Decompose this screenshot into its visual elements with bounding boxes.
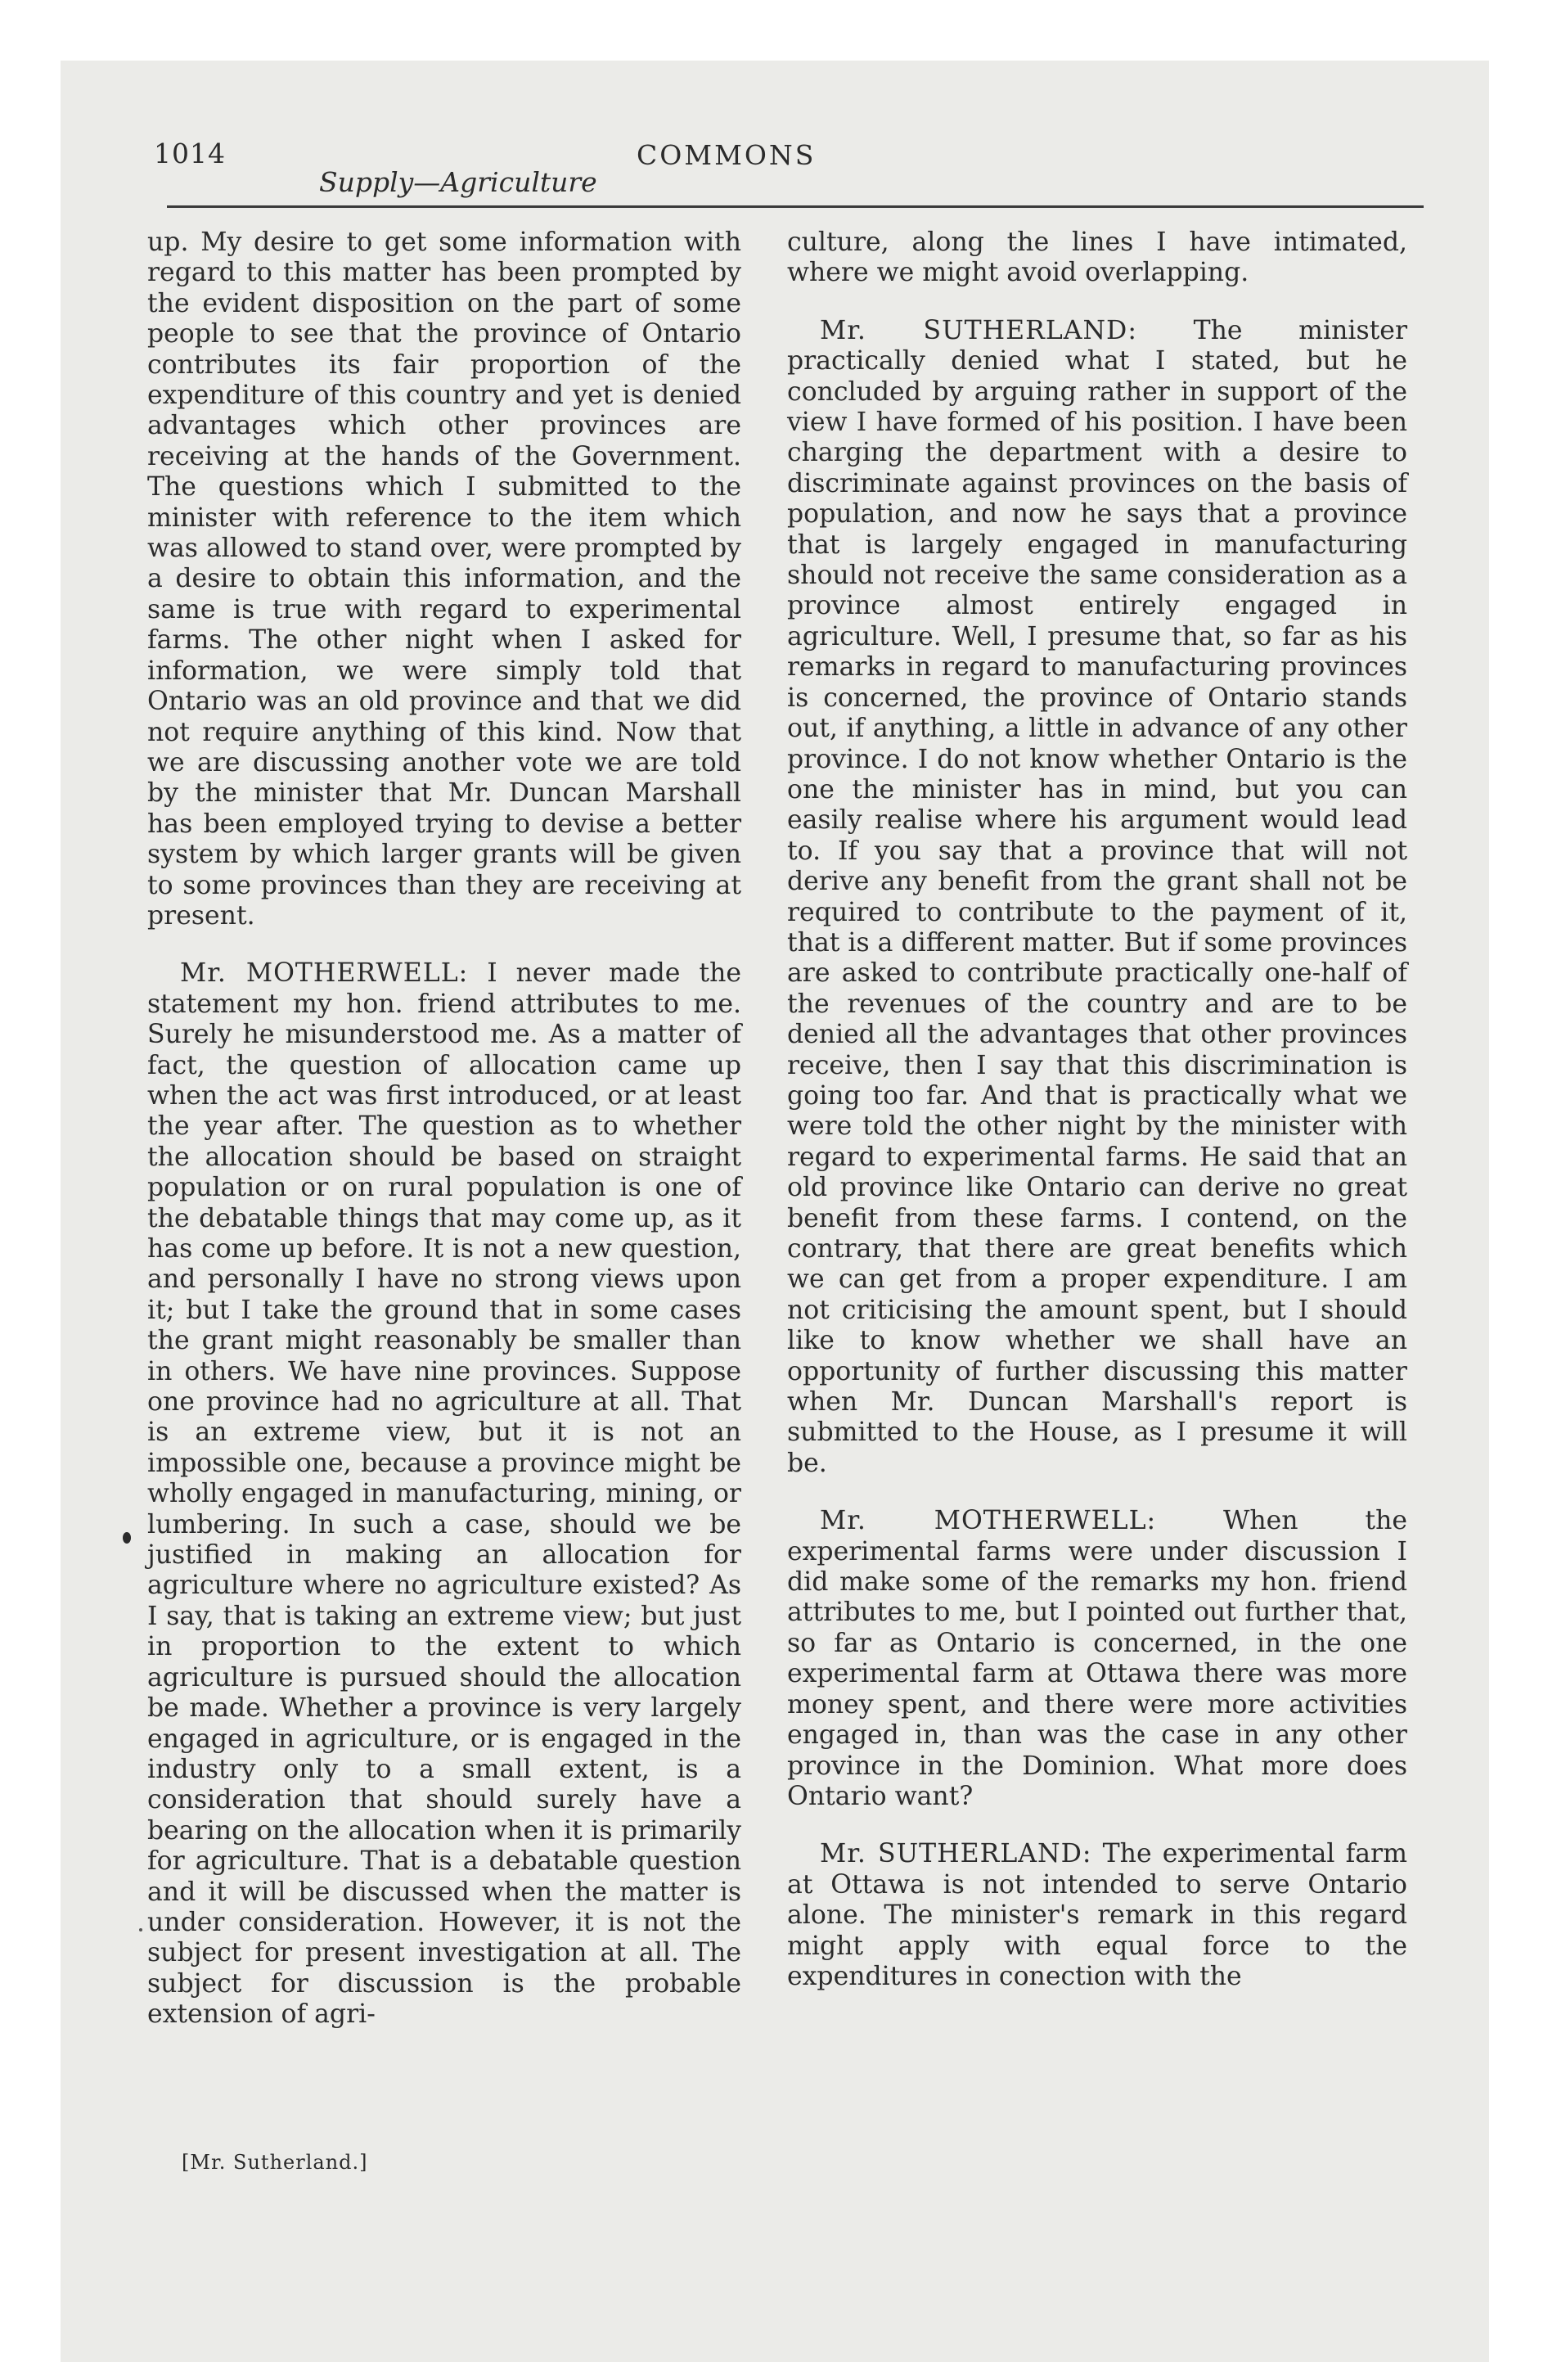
paragraph-text: I never made the statement my hon. friend attributes to me. Surely he misunderstood me. As a matter of fact, the question of allocation came up when the act was first introduced, or at least the year after. The question as to whether the allocation should be based on straight population or on rural population is one of the debatable things that may come up, as it has come up before. It is not a new question, and personally I have no strong views upon it; but I take the ground that in some cases the grant might reasonably be smaller than in others. We have nine provinces. Suppose one province had no agriculture at all. That is an extreme view, but it is not an impossible one, because a province might be wholly engaged in manufacturing, mining, or lumbering. In such a case, should we be justified in making an allocation for agriculture where no agriculture existed? As I say, that is taking an extreme view; but just in proportion to the extent to which agriculture is pursued should the allocation be made. Whether a province is very largely engaged in agriculture, or is engaged in the industry only to a small extent, is a consideration that should surely have a bearing on the allocation when it is primarily for agriculture. That is a debatable question and it will be discussed when the matter is under consideration. However, it is not the subject for present investigation at all. The subject for discussion is the probable extension of agri- xyxy=(147,958,742,2030)
footer-speaker-note: [Mr. Sutherland.] xyxy=(182,2151,368,2174)
page-number: 1014 xyxy=(154,137,226,169)
right-column xyxy=(787,228,1407,2019)
speaker-name: Mr. SUTHERLAND: xyxy=(820,1839,1092,1869)
paragraph-text: The experimental farm at Ottawa is not intended to serve Ontario alone. The minister's remark in this regard might apply with equal force to the expenditures in conection with the xyxy=(787,1839,1407,1991)
paragraph-text: The minister practically denied what I stated, but he concluded by arguing rather in support of the view I have formed of his position. I have been charging the department with a desire to discriminate against provinces on the basis of population, and now he says that a province that is largely engaged in manufacturing should not receive the same consideration as a province almost entirely engaged in agriculture. Well, I presume that, so far as his remarks in regard to manufacturing provinces is concerned, the province of Ontario stands out, if anything, a little in advance of any other province. I do not know whether Ontario is the one the minister has in mind, but you can easily realise where his argument would lead to. If you say that a province that will not derive any benefit from the grant shall not be required to contribute to the payment of it, that is a different matter. But if some provinces are asked to contribute practically one-half of the revenues of the country and are to be denied all the advantages that other provinces receive, then I say that this discrimination is going too far. And that is practically what we were told the other night by the minister with regard to experimental farms. He said that an old province like Ontario can derive no great benefit from these farms. I contend, on the contrary, that there are great benefits which we can get from a proper expenditure. I am not criticising the amount spent, but I should like to know whether we shall have an opportunity of further discussing this matter when Mr. Duncan Marshall's report is submitted to the House, as I presume it will be. xyxy=(787,315,1408,1478)
margin-ink-mark xyxy=(123,1532,131,1544)
speaker-name: Mr. MOTHERWELL: xyxy=(180,958,469,989)
paragraph xyxy=(787,1506,1407,1812)
paragraph-text: up. My desire to get some information with regard to this matter has been prompted by the evident disposition on the part of some people to see that the province of Ontario contributes its fair proportion of the expenditure of this country and yet is denied advantages which other provinces are receiving at the hands of the Government. The questions which I submitted to the minister with reference to the item which was allowed to stand over, were prompted by a desire to obtain this information, and the same is true with regard to experimental farms. The other night when I asked for information, we were simply told that Ontario was an old province and that we did not require anything of this kind. Now that we are discussing another vote we are told by the minister that Mr. Duncan Marshall has been employed trying to devise a better system by which larger grants will be given to some provinces than they are receiving at present. xyxy=(147,228,741,931)
margin-ink-dot xyxy=(139,1928,142,1931)
paragraph xyxy=(787,1839,1407,1992)
paragraph xyxy=(147,958,741,2030)
section-title: Supply—Agriculture xyxy=(319,166,597,198)
paragraph-text: culture, along the lines I have intimated, where we might avoid overlapping. xyxy=(787,228,1407,288)
paragraph xyxy=(147,228,741,931)
running-title: COMMONS xyxy=(637,139,817,171)
left-column xyxy=(147,228,741,2058)
paragraph xyxy=(787,316,1407,1479)
speaker-name: Mr. SUTHERLAND: xyxy=(820,315,1137,345)
paragraph xyxy=(787,228,1407,289)
header-rule xyxy=(167,205,1424,208)
speaker-name: Mr. MOTHERWELL: xyxy=(820,1506,1157,1536)
paragraph-text: When the experimental farms were under discussion I did make some of the remarks my hon. friend attributes to me, but I pointed out further that, so far as Ontario is concerned, in the one experimental farm at Ottawa there was more money spent, and there were more activities engaged in, than was the case in any other province in the Dominion. What more does Ontario want? xyxy=(787,1506,1407,1811)
